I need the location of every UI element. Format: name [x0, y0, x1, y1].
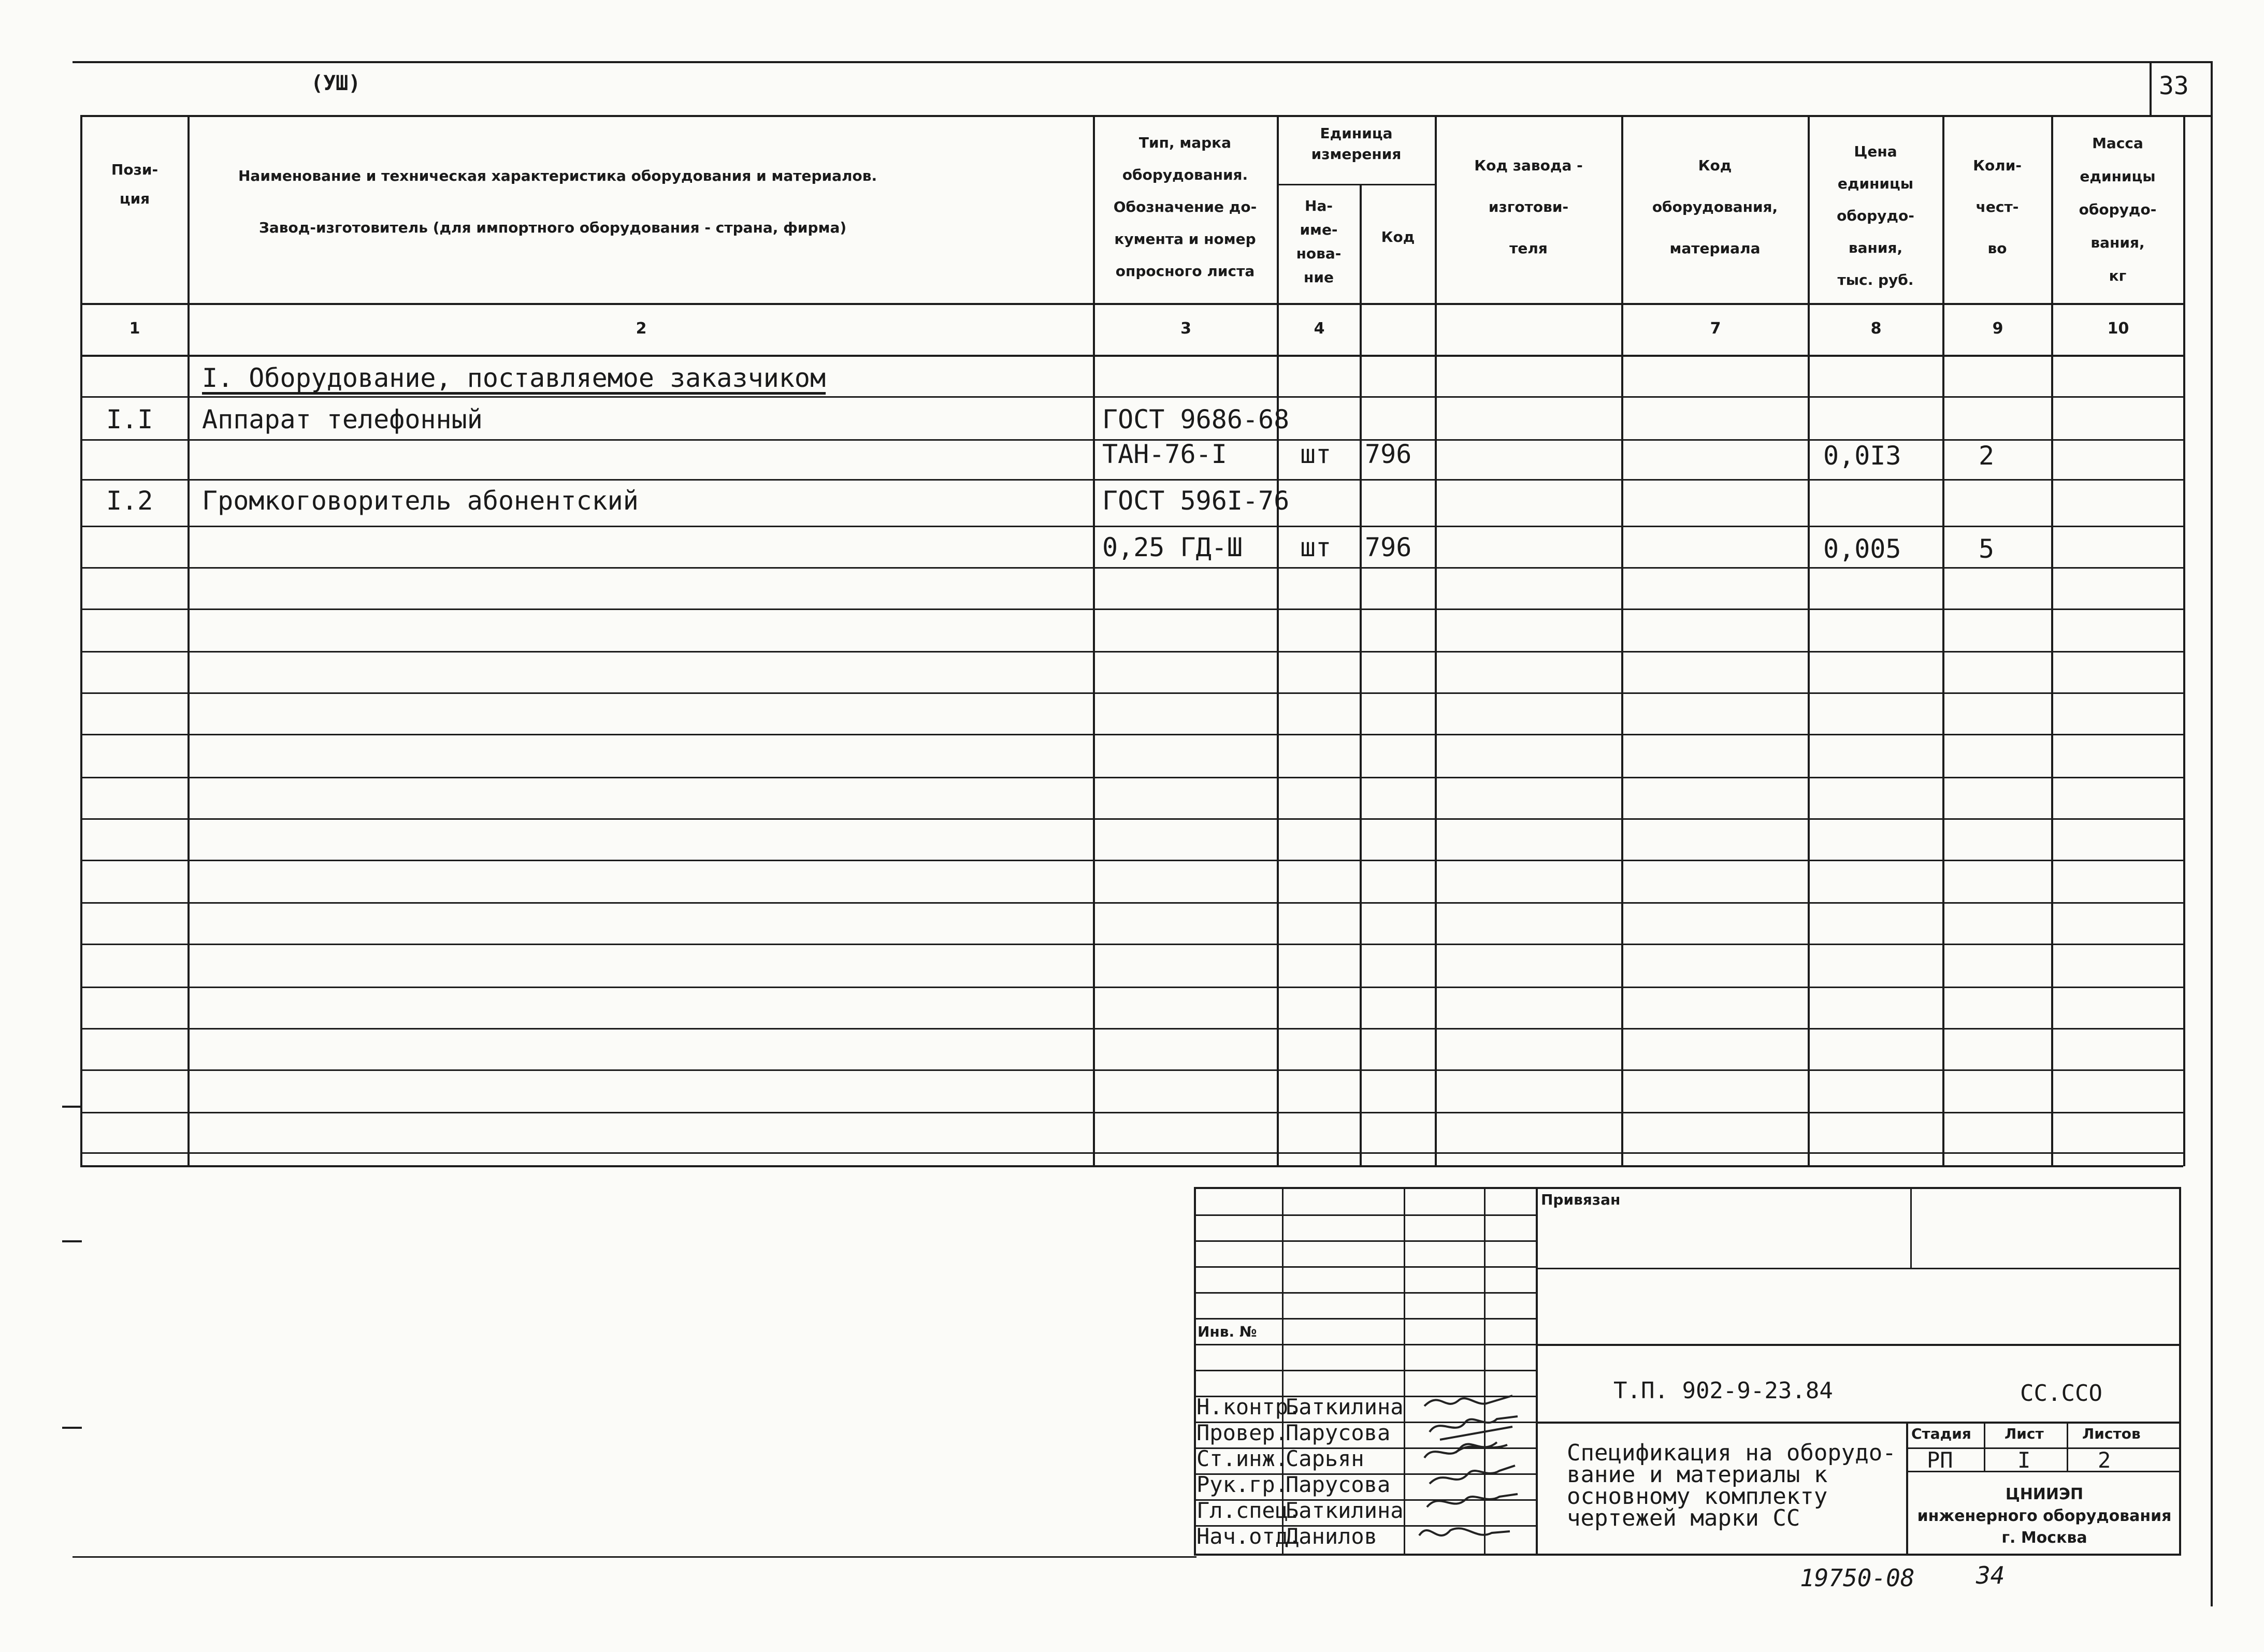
header-name: Наименование и техническая характеристика оборудования и материалов. Завод-изготовитель (для импортного оборудования - страна, фирма): [238, 167, 877, 236]
numbers-bottom: [80, 355, 2183, 357]
row-1-2b-unit: шт: [1300, 532, 1332, 562]
row-1-1b-unit: шт: [1300, 439, 1332, 469]
row-1-2-position: I.2: [106, 486, 153, 516]
stage-header: Стадия: [1911, 1425, 1971, 1442]
header-unit-name: На- име- нова- ние: [1296, 197, 1342, 286]
col-line-1: [188, 115, 190, 1166]
row-1-1b-quantity: 2: [1979, 441, 1995, 471]
col-number-2: 2: [636, 320, 647, 338]
col-number-3: 3: [1180, 320, 1191, 338]
page-number-box-left: [2150, 61, 2152, 115]
table-row-line: [80, 777, 2183, 778]
row-1-1b-price: 0,0I3: [1823, 441, 1901, 471]
row-1-1-name: Аппарат телефонный: [202, 404, 483, 434]
col-line-8: [1942, 115, 1944, 1166]
margin-tick-2: [62, 1240, 82, 1242]
top-frame-line: [73, 61, 2212, 63]
tb-stage-col1: [1984, 1422, 1985, 1472]
title-block-row-line: [1194, 1266, 1537, 1268]
table-row-line: [80, 1028, 2183, 1030]
sheet-value: I: [2017, 1447, 2031, 1473]
col-number-1: 1: [129, 320, 140, 338]
row-1-1b-type: ТАН-76-I: [1102, 439, 1227, 469]
row-1-1-type: ГОСТ 9686-68: [1102, 404, 1290, 434]
document-mark: СС.ССО: [2020, 1380, 2102, 1407]
table-row-line: [80, 902, 2183, 904]
right-frame-line: [2211, 115, 2213, 1606]
row-1-2b-quantity: 5: [1979, 534, 1995, 564]
row-1-1-position: I.I: [106, 404, 153, 434]
title-block-row-line: [1194, 1318, 1537, 1320]
organization: ЦНИИЭП инженерного оборудования г. Москва: [1917, 1485, 2172, 1547]
header-position: Пози- ция: [111, 161, 158, 207]
table-row-line: [80, 1112, 2183, 1113]
col-line-6: [1621, 115, 1623, 1166]
document-code: Т.П. 902-9-23.84: [1613, 1378, 1833, 1404]
tb-stage-col2: [2067, 1422, 2068, 1472]
table-row-line: [80, 860, 2183, 861]
header-mass: Масса единицы оборудо- вания, кг: [2079, 135, 2157, 284]
table-bottom: [80, 1165, 2183, 1167]
col-number-10: 10: [2107, 320, 2129, 338]
col-line-10: [2183, 115, 2185, 1166]
col-number-8: 8: [1870, 320, 1882, 338]
table-row-line: [80, 944, 2183, 945]
row-1-2b-code: 796: [1365, 532, 1412, 562]
sheet-header: Лист: [2005, 1425, 2044, 1442]
margin-tick-3: [62, 1427, 82, 1429]
bottom-frame-line: [73, 1556, 1196, 1558]
tb-code-bottom: [1536, 1422, 2181, 1424]
col-number-7: 7: [1710, 320, 1721, 338]
table-row-line: [80, 608, 2183, 610]
header-type: Тип, марка оборудования. Обозначение до- кумента и номер опросного листа: [1113, 134, 1257, 280]
role-name: Баткилина: [1286, 1394, 1404, 1419]
stage-value: РП: [1927, 1447, 1953, 1473]
header-price: Цена единицы оборудо- вания, тыс. руб.: [1837, 143, 1914, 288]
archive-number: 19750-08: [1800, 1564, 1915, 1592]
table-row-line: [80, 692, 2183, 694]
unit-group-divider: [1277, 184, 1435, 185]
title-block-row-line: [1194, 1292, 1537, 1294]
header-unit-group: Единица измерения: [1311, 125, 1402, 163]
margin-tick-1: [62, 1106, 82, 1108]
title-block-row-line: [1194, 1214, 1537, 1216]
col-number-4: 4: [1314, 320, 1325, 338]
role-name: Парусова: [1286, 1420, 1391, 1445]
signatures: [1409, 1390, 1544, 1556]
table-row-line: [80, 818, 2183, 820]
table-row-line: [80, 987, 2183, 988]
role-name: Баткилина: [1286, 1498, 1404, 1523]
title-block-row-line: [1194, 1370, 1537, 1371]
title-block-row-line: [1194, 1344, 1537, 1345]
role-label: Гл.спец.: [1196, 1498, 1302, 1523]
table-row-line: [80, 1152, 2183, 1154]
page-number-box-right: [2211, 61, 2213, 115]
table-top: [80, 115, 2212, 117]
table-row-line: [80, 1069, 2183, 1071]
title-block-row-line: [1194, 1240, 1537, 1242]
bottom-page-number: 34: [1976, 1561, 2005, 1589]
row-1-2b-type: 0,25 ГД-Ш: [1102, 532, 1243, 562]
role-label: Рук.гр.: [1196, 1472, 1289, 1497]
header-quantity: Коли- чест- во: [1973, 157, 2022, 257]
header-factory-code: Код завода - изготови- теля: [1474, 157, 1583, 257]
table-row-line: [80, 734, 2183, 735]
tb-code-top: [1536, 1344, 2181, 1346]
tb-privyazan-divider: [1910, 1187, 1912, 1269]
table-row-line: [80, 651, 2183, 653]
tb-top: [1194, 1187, 2181, 1189]
table-left: [80, 115, 82, 1166]
inventory-number-label: Инв. №: [1198, 1323, 1257, 1340]
role-name: Данилов: [1286, 1524, 1378, 1549]
sheets-value: 2: [2098, 1447, 2111, 1473]
section-mark: (УШ): [311, 71, 361, 95]
header-unit-code: Код: [1381, 228, 1415, 245]
tb-bottom: [1194, 1554, 2181, 1556]
section-heading: I. Оборудование, поставляемое заказчиком: [202, 363, 826, 393]
tb-privyazan-bottom: [1536, 1268, 2181, 1269]
document-title: Спецификация на оборудо- вание и материалы к основному комплекту чертежей марки СС: [1567, 1440, 1896, 1531]
role-label: Нач.отд.: [1196, 1524, 1302, 1549]
row-1-2-name: Громкоговоритель абонентский: [202, 486, 639, 516]
sheets-header: Листов: [2082, 1425, 2141, 1442]
col-number-9: 9: [1992, 320, 2003, 338]
role-name: Сарьян: [1286, 1446, 1364, 1471]
row-1-2b-price: 0,005: [1823, 534, 1901, 564]
col-line-4: [1360, 184, 1362, 1166]
privyazan-label: Привязан: [1541, 1191, 1621, 1208]
role-label: Н.контр.: [1196, 1394, 1302, 1419]
role-label: Ст.инж.: [1196, 1446, 1289, 1471]
header-equipment-code: Код оборудования, материала: [1652, 157, 1778, 257]
row-1-2-type: ГОСТ 596I-76: [1102, 486, 1290, 516]
col-line-5: [1435, 115, 1437, 1166]
row-1-1b-code: 796: [1365, 439, 1412, 469]
page-number: 33: [2159, 71, 2189, 100]
role-label: Провер.: [1196, 1420, 1289, 1445]
role-name: Парусова: [1286, 1472, 1391, 1497]
